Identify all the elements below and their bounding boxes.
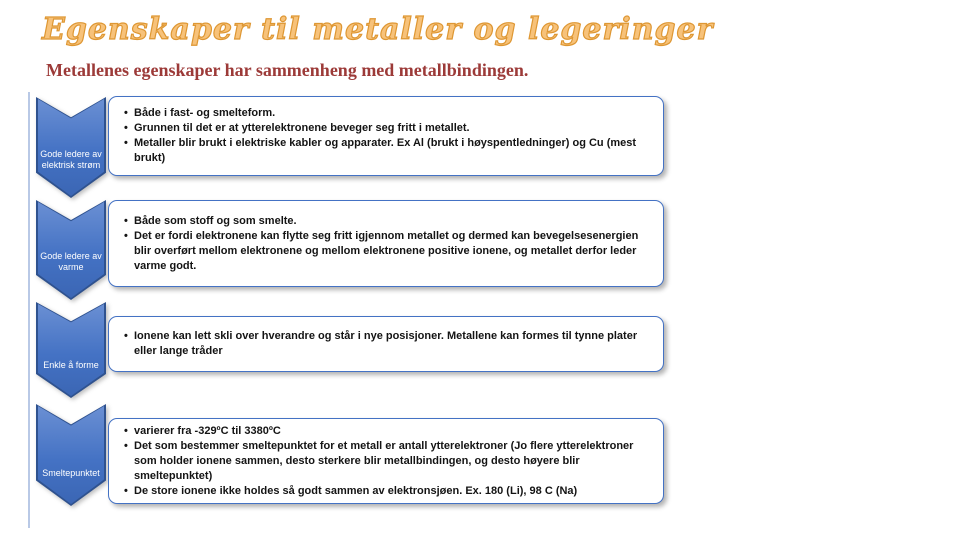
bullet-item: • De store ionene ikke holdes så godt sammen av elektronsjøen. Ex. 180 (Li), 98 C (Na) <box>123 484 651 499</box>
down-chevron-electrical <box>36 97 106 198</box>
content-box-electrical <box>108 96 664 176</box>
down-chevron-thermal <box>36 200 106 300</box>
bullet-item: • Både i fast- og smelteform. <box>123 106 651 121</box>
arrow-label-thermal: Gode ledere av varme <box>40 250 102 272</box>
bullet-item: • Metaller blir brukt i elektriske kabler og apparater. Ex Al (brukt i høyspentledninger) og Cu (mest brukt) <box>123 136 651 166</box>
down-chevron-formability <box>36 302 106 398</box>
content-box-melting-point <box>108 418 664 504</box>
bullet-item: • Ionene kan lett skli over hverandre og står i nye posisjoner. Metallene kan formes til tynne plater eller lange tråder <box>123 329 651 359</box>
chevron-fill <box>38 304 104 396</box>
arrow-label-melting-point: Smeltepunktet <box>42 467 100 478</box>
left-margin-line <box>28 92 30 528</box>
bullet-item: • Grunnen til det er at ytterelektronene beveger seg fritt i metallet. <box>123 121 651 136</box>
chevron-fill <box>38 406 104 504</box>
slide-title: Egenskaper til metaller og legeringer <box>42 12 714 47</box>
down-chevron-melting-point <box>36 404 106 506</box>
arrow-label-formability: Enkle å forme <box>43 359 99 370</box>
arrow-label-electrical: Gode ledere av elektrisk strøm <box>40 148 102 170</box>
bullet-item: • varierer fra -329ºC til 3380ºC <box>123 424 651 439</box>
slide-subtitle: Metallenes egenskaper har sammenheng med metallbindingen. <box>46 60 529 80</box>
bullet-item: • Det er fordi elektronene kan flytte seg fritt igjennom metallet og dermed kan bevegelsesenergien blir overført mellom elektronene og mellom elektronene positive ionene, og metallet derfor leder varme godt. <box>123 229 651 274</box>
content-box-formability <box>108 316 664 372</box>
bullet-item: • Det som bestemmer smeltepunktet for et metall er antall ytterelektroner (Jo flere ytterelektroner som holder ionene sammen, desto sterkere blir metallbindingen, og desto høyere blir smeltepunktet) <box>123 439 651 484</box>
chevron-fill <box>38 99 104 196</box>
content-box-thermal <box>108 200 664 287</box>
bullet-item: • Både som stoff og som smelte. <box>123 214 651 229</box>
